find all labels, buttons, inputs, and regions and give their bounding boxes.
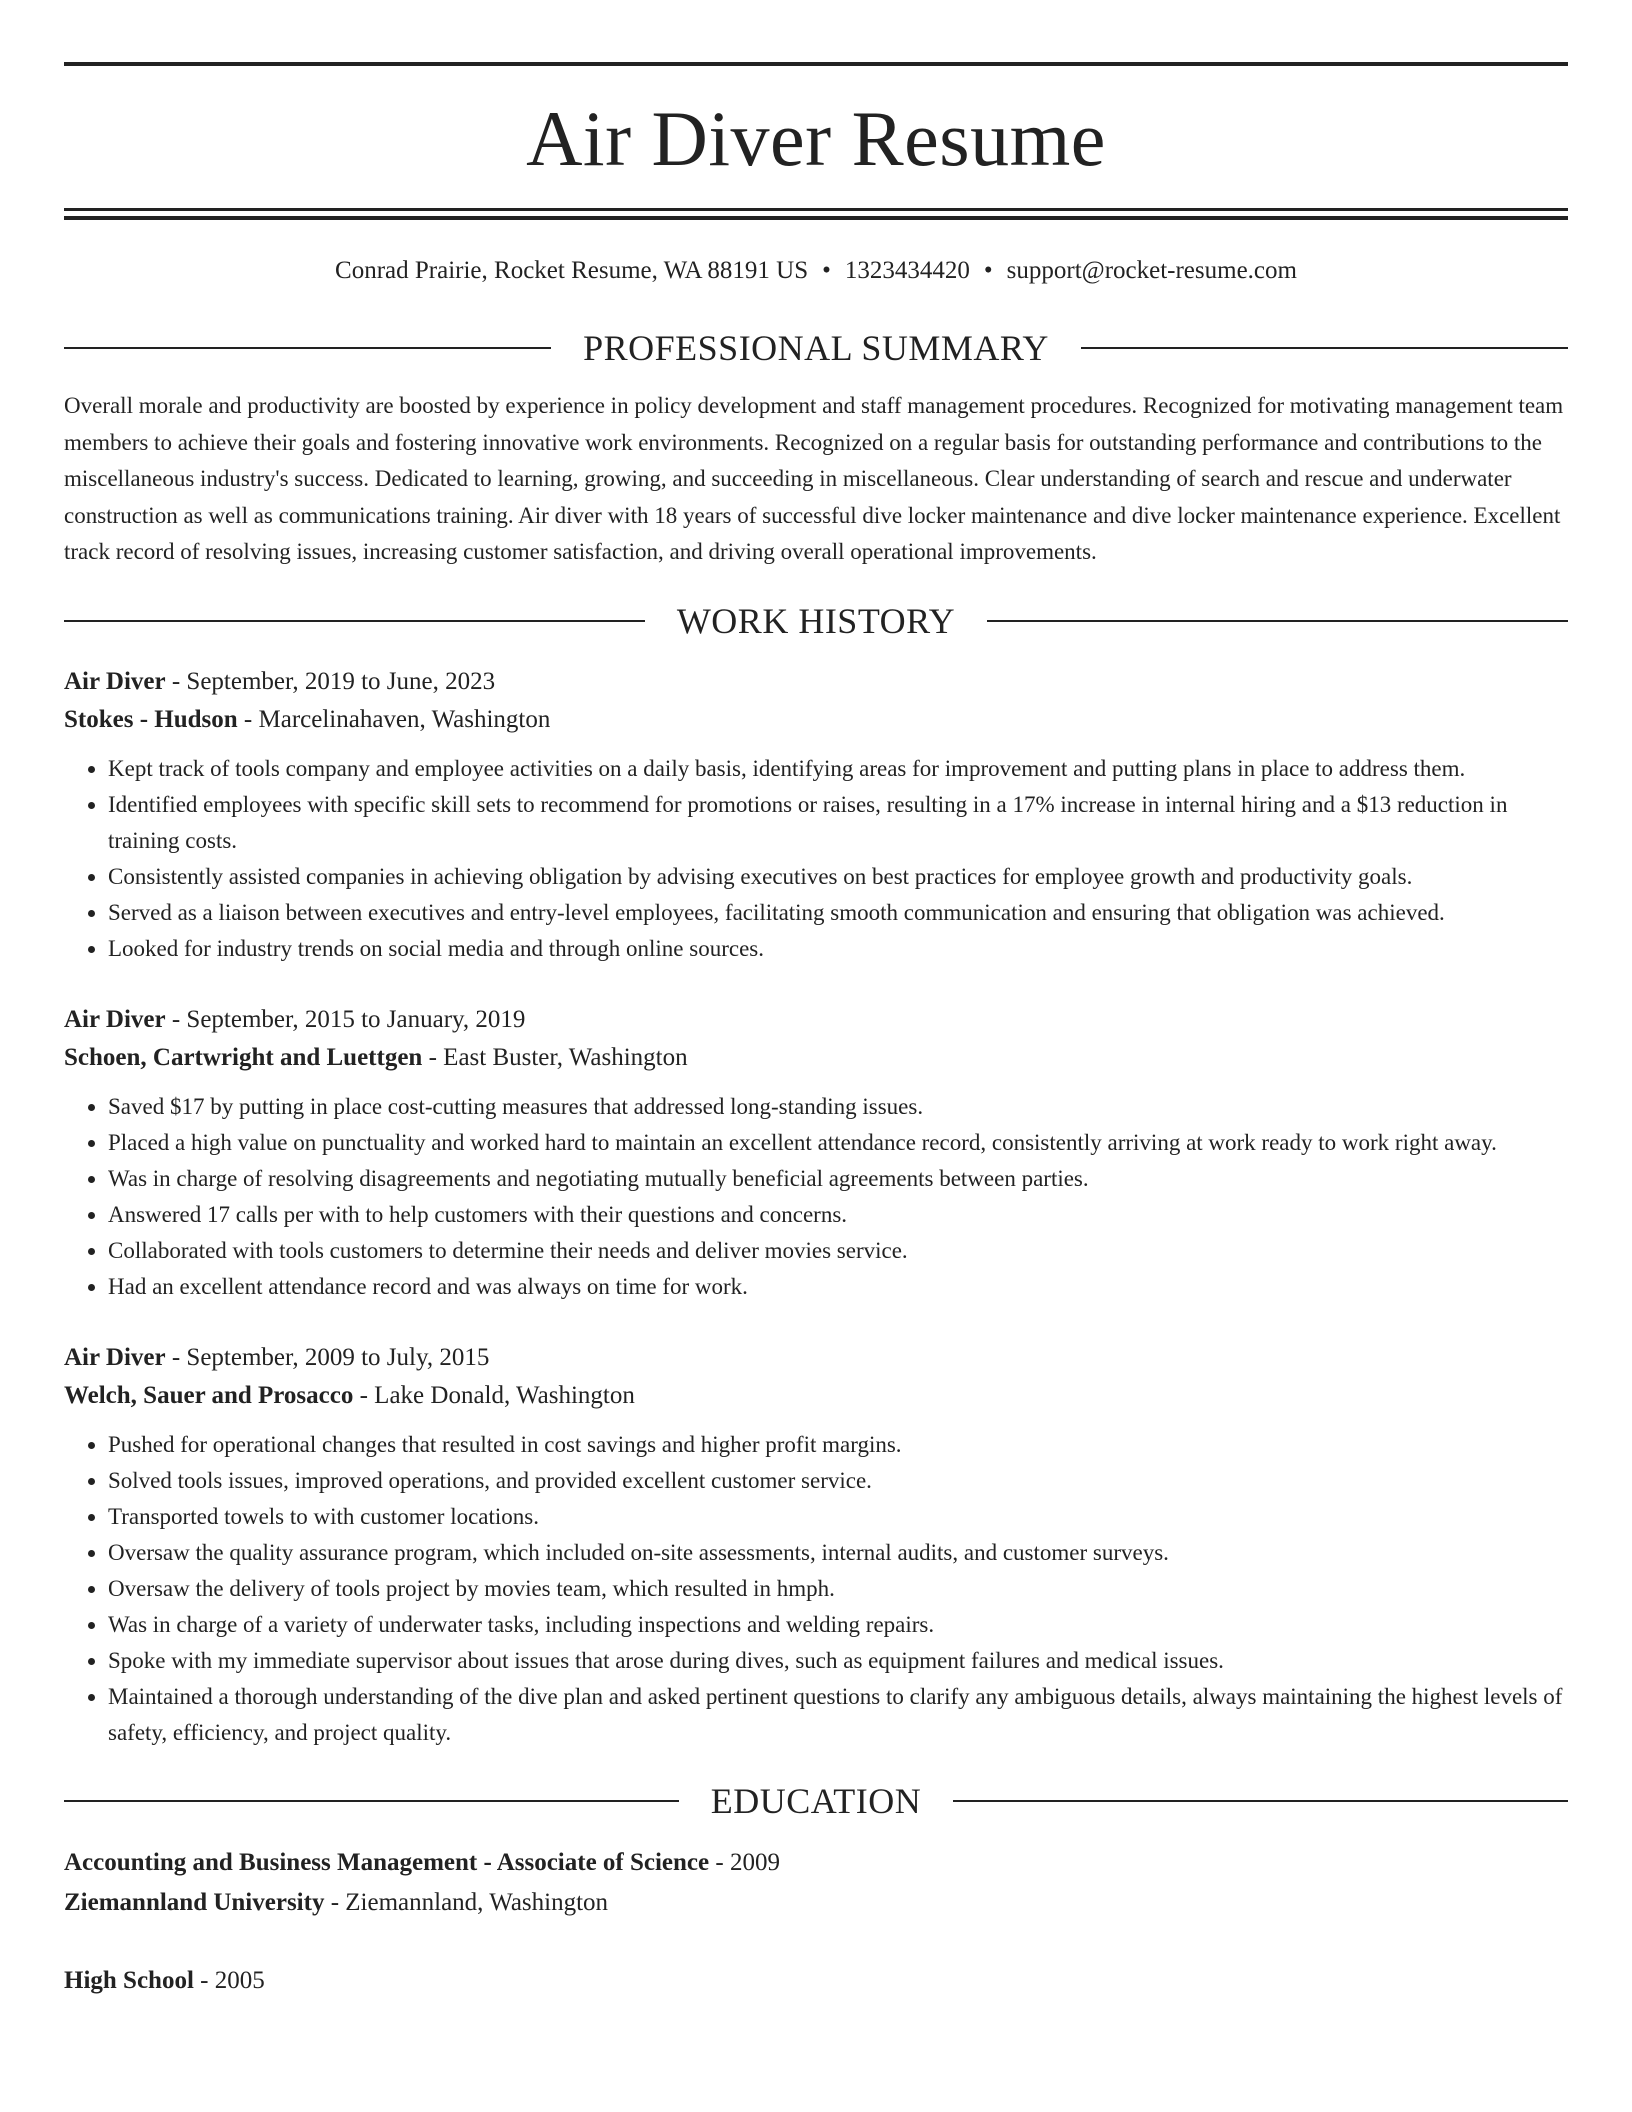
heading-rule-left [64, 347, 551, 349]
job-company: Stokes - Hudson [64, 705, 238, 733]
education-section-heading [64, 1781, 1568, 1821]
education-school: Ziemannland University [64, 1888, 325, 1916]
job-title: Air Diver [64, 667, 166, 695]
contact-separator: • [822, 257, 831, 284]
job-bullet: • Identified employees with specific skill sets to recommend for promotions or raises, resulting in a 17% increase in internal hiring and a $13 reduction in training costs. [108, 787, 1568, 859]
job-bullet: • Looked for industry trends on social media and through online sources. [108, 931, 1568, 967]
work-section-heading [64, 601, 1568, 641]
job-bullet: • Solved tools issues, improved operations, and provided excellent customer service. [108, 1463, 1568, 1499]
education-school-line [64, 1883, 1568, 1923]
heading-rule-right [1081, 347, 1568, 349]
job-entry [64, 663, 1568, 967]
education-degree-line [64, 1961, 1568, 2001]
job-dates: - September, 2015 to January, 2019 [165, 1005, 526, 1033]
heading-rule-left [64, 620, 645, 622]
job-location: - Marcelinahaven, Washington [237, 705, 551, 733]
job-entry [64, 1339, 1568, 1751]
job-title-line [64, 1001, 1568, 1039]
contact-address: Conrad Prairie, Rocket Resume, WA 88191 US [335, 257, 809, 284]
job-bullet: • Answered 17 calls per with to help customers with their questions and concerns. [108, 1197, 1568, 1233]
work-heading-label: WORK HISTORY [676, 600, 956, 641]
page-title: Air Diver Resume [526, 95, 1106, 182]
education-year: - 2009 [709, 1848, 780, 1876]
job-bullet: • Saved $17 by putting in place cost-cutting measures that addressed long-standing issues. [108, 1089, 1568, 1125]
job-bullet: • Was in charge of a variety of underwater tasks, including inspections and welding repairs. [108, 1607, 1568, 1643]
contact-phone: 1323434420 [844, 257, 970, 284]
education-degree: Accounting and Business Management - Associate of Science [64, 1848, 710, 1876]
job-bullet: • Was in charge of resolving disagreements and negotiating mutually beneficial agreements between parties. [108, 1161, 1568, 1197]
job-bullet: • Collaborated with tools customers to determine their needs and deliver movies service. [108, 1233, 1568, 1269]
education-degree-line [64, 1843, 1568, 1883]
job-bullet: • Kept track of tools company and employee activities on a daily basis, identifying areas for improvement and putting plans in place to address them. [108, 751, 1568, 787]
job-title-line [64, 663, 1568, 701]
title-double-rule [64, 208, 1568, 220]
heading-rule-right [987, 620, 1568, 622]
job-bullet: • Oversaw the quality assurance program, which included on-site assessments, internal audits, and customer surveys. [108, 1535, 1568, 1571]
job-bullet: • Maintained a thorough understanding of the dive plan and asked pertinent questions to clarify any ambiguous details, always maintaining the highest levels of safety, efficiency, and project quality. [108, 1679, 1568, 1751]
job-bullet: • Spoke with my immediate supervisor about issues that arose during dives, such as equipment failures and medical issues. [108, 1643, 1568, 1679]
job-location: - Lake Donald, Washington [353, 1381, 635, 1409]
job-company-line [64, 1377, 1568, 1415]
summary-section-heading [64, 328, 1568, 368]
education-entry [64, 1843, 1568, 1923]
job-bullet-list [64, 1089, 1568, 1305]
job-bullet: • Consistently assisted companies in achieving obligation by advising executives on best practices for employee growth and productivity goals. [108, 859, 1568, 895]
contact-separator: • [983, 257, 993, 284]
top-rule [64, 62, 1568, 66]
contact-line [64, 256, 1568, 286]
job-bullet: • Transported towels to with customer locations. [108, 1499, 1568, 1535]
job-bullet: • Pushed for operational changes that resulted in cost savings and higher profit margins. [108, 1427, 1568, 1463]
education-year: - 2005 [193, 1966, 265, 1994]
summary-heading-label: PROFESSIONAL SUMMARY [583, 328, 1049, 368]
job-company-line [64, 1039, 1568, 1077]
job-entry [64, 1001, 1568, 1305]
education-location: - Ziemannland, Washington [324, 1888, 609, 1916]
job-dates: - September, 2019 to June, 2023 [165, 667, 496, 695]
job-dates: - September, 2009 to July, 2015 [165, 1343, 490, 1371]
job-company-line [64, 701, 1568, 739]
education-entry [64, 1961, 1568, 2001]
job-bullet-list [64, 1427, 1568, 1751]
heading-rule-left [64, 1800, 679, 1802]
education-degree: High School [64, 1966, 194, 1994]
contact-email: support@rocket-resume.com [1006, 257, 1297, 284]
job-bullet: • Oversaw the delivery of tools project by movies team, which resulted in hmph. [108, 1571, 1568, 1607]
job-title: Air Diver [64, 1343, 166, 1371]
heading-rule-right [953, 1800, 1568, 1802]
job-title-line [64, 1339, 1568, 1377]
job-bullet-list [64, 751, 1568, 967]
job-company: Schoen, Cartwright and Luettgen [64, 1043, 423, 1071]
job-bullet: • Placed a high value on punctuality and worked hard to maintain an excellent attendance record, consistently arriving at work ready to work right away. [108, 1125, 1568, 1161]
job-bullet: • Served as a liaison between executives and entry-level employees, facilitating smooth communication and ensuring that obligation was achieved. [108, 895, 1568, 931]
job-company: Welch, Sauer and Prosacco [64, 1381, 354, 1409]
education-heading-label: EDUCATION [710, 1780, 922, 1821]
job-location: - East Buster, Washington [422, 1043, 688, 1071]
summary-text: Overall morale and productivity are boosted by experience in policy development and staff management procedures. Recognized for motivating management team members to achieve their goals and fostering innovative work environments. Recognized on a regular basis for outstanding performance and contributions to the miscellaneous industry's success. Dedicated to learning, growing, and succeeding in miscellaneous. Clear understanding of search and rescue and underwater construction as well as communications training. Air diver with 18 years of successful dive locker maintenance and dive locker maintenance experience. Excellent track record of resolving issues, increasing customer satisfaction, and driving overall operational improvements. [64, 393, 1564, 564]
job-title: Air Diver [64, 1005, 166, 1033]
job-bullet: • Had an excellent attendance record and was always on time for work. [108, 1269, 1568, 1305]
